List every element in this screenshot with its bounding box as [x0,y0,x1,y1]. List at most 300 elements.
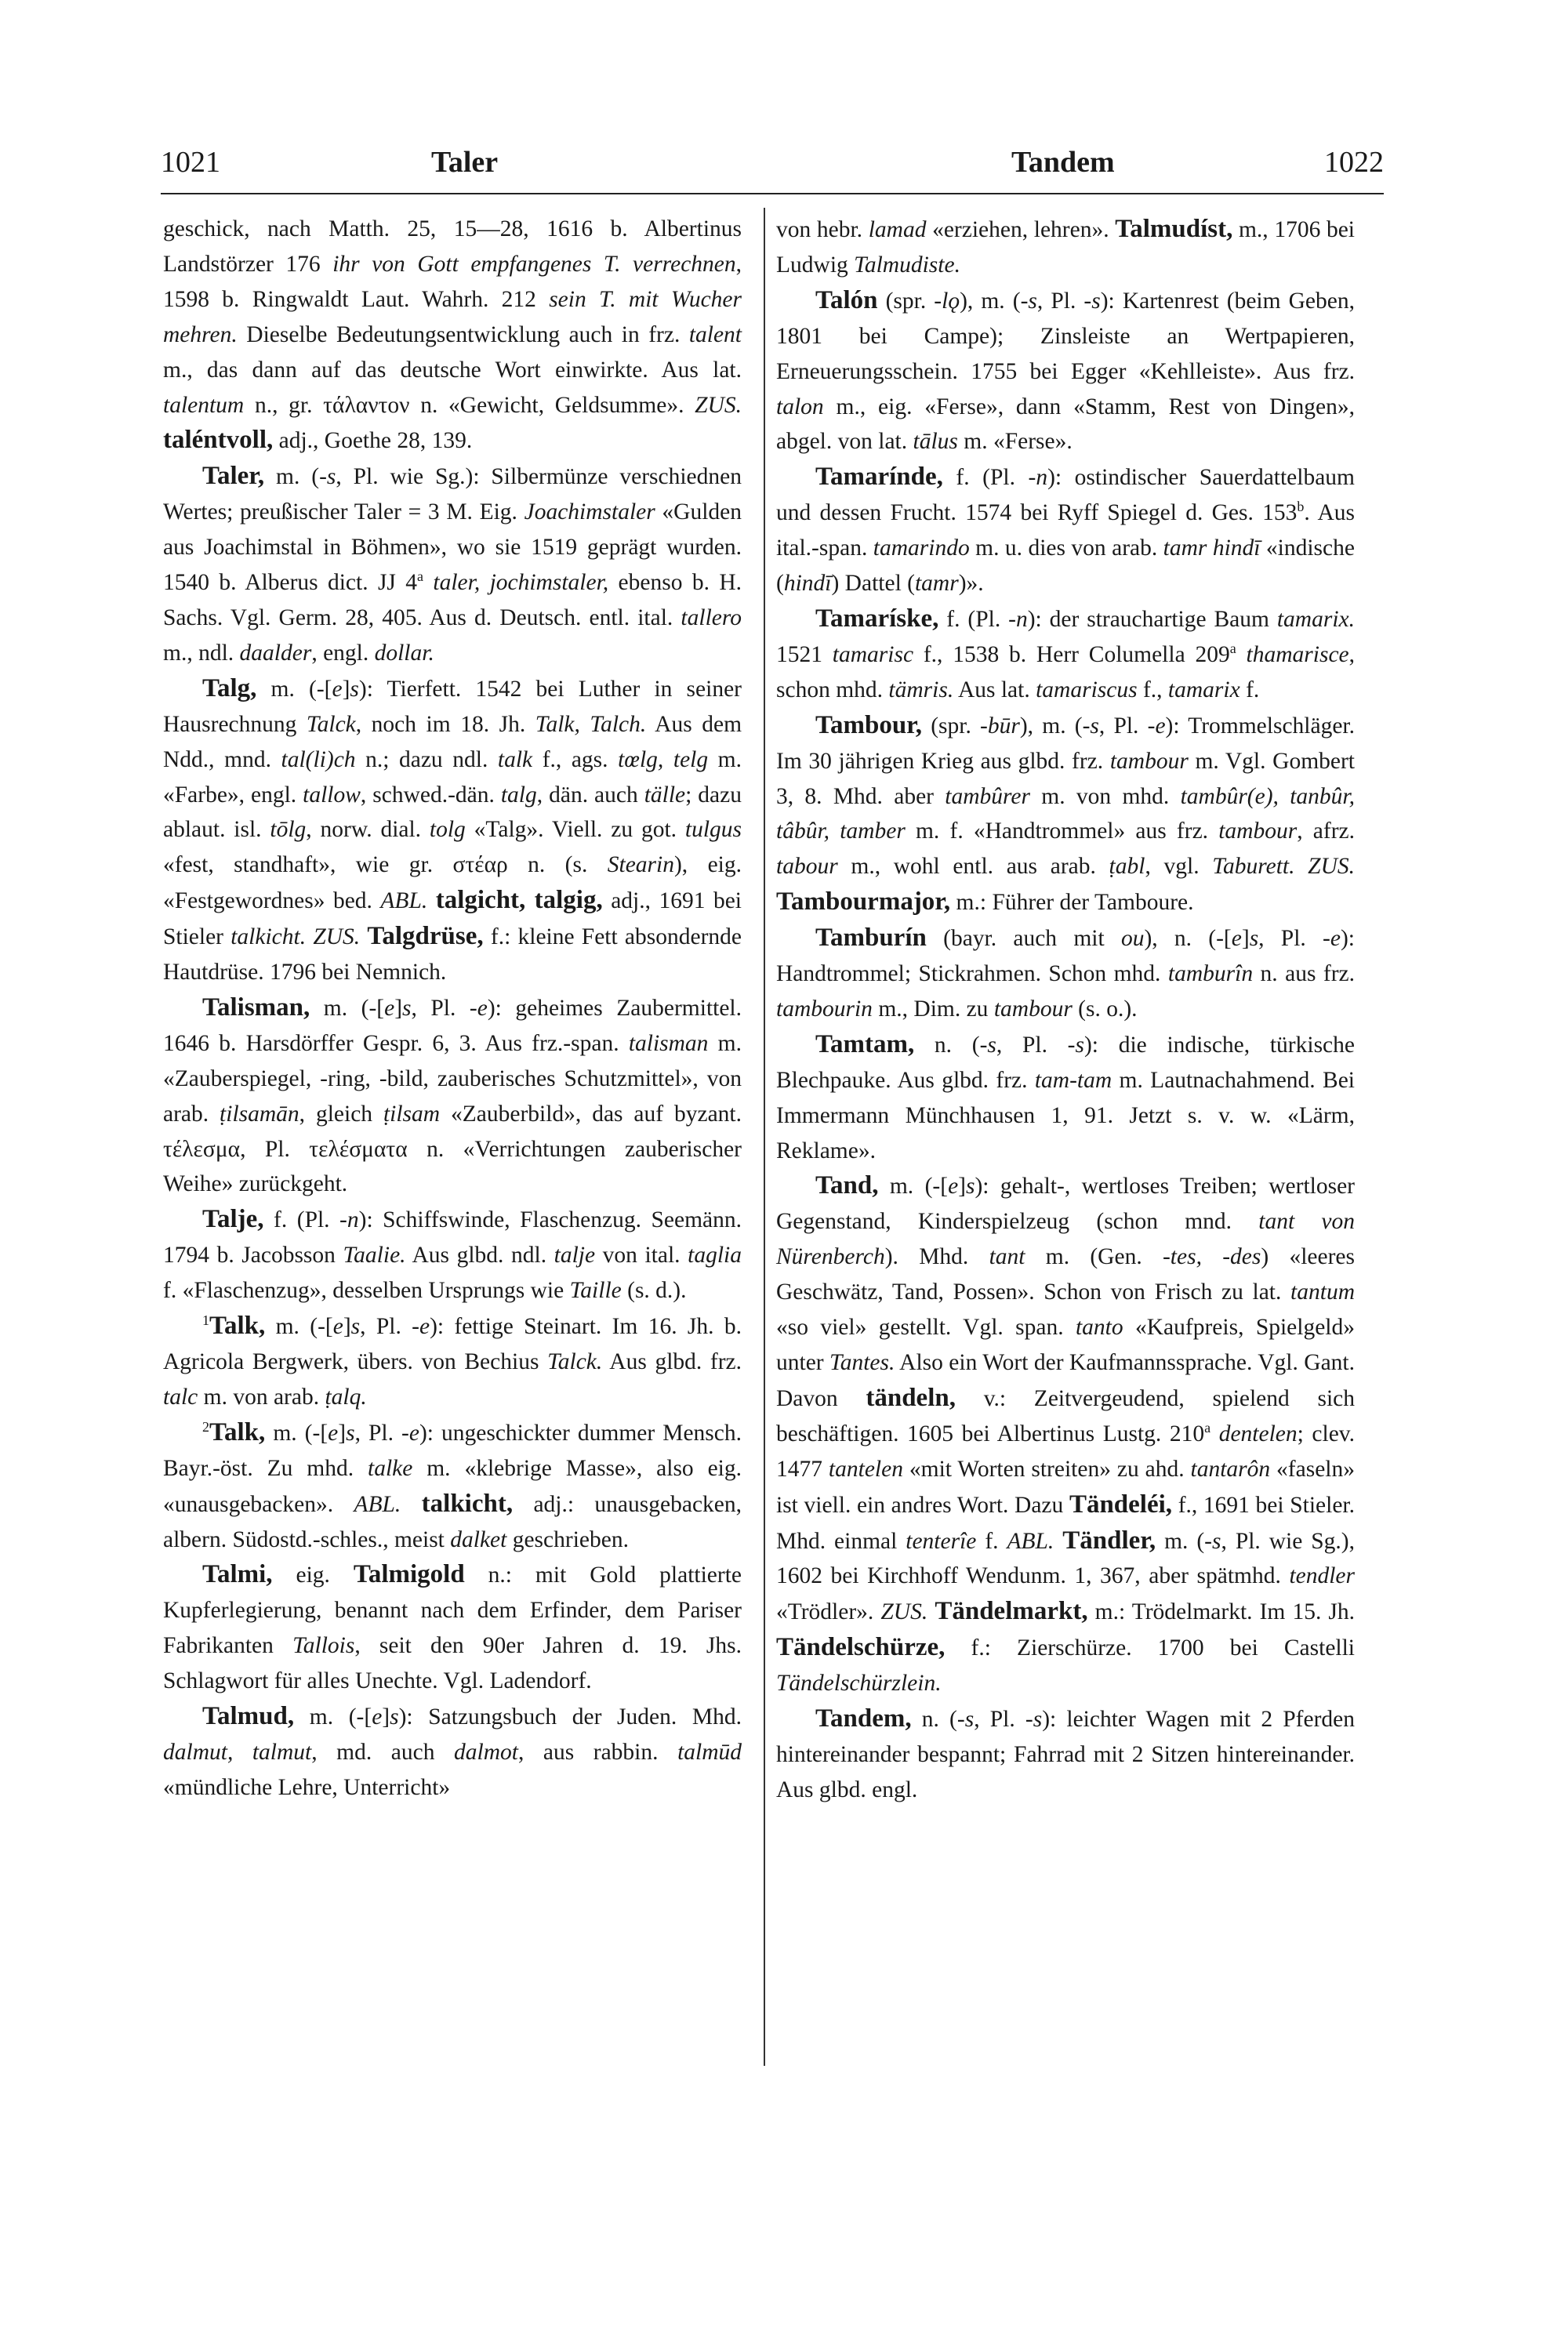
italic-text: talisman [628,1030,709,1056]
italic-text: sein T. mit Wucher mehren. [163,286,742,347]
italic-text: s [966,1174,975,1200]
italic-text: e [372,1704,383,1730]
dictionary-entry [776,1701,1355,1808]
italic-text: ṭabl [1109,854,1145,880]
entry-text: ] [382,1704,390,1730]
headword: Tamaríske, [815,604,939,633]
page-number-right: 1022 [1324,146,1384,179]
entry-text: von ital. [595,1243,688,1269]
entry-text: m., eig. «Ferse», dann «Stamm, Rest von Dingen», abgel. von lat. [776,394,1355,455]
entry-text: , engl. [311,640,375,666]
superscript: a [417,568,424,585]
entry-text [1294,854,1308,879]
entry-text: n.; dazu ndl. [355,746,498,772]
entry-text: , Pl. - [411,995,477,1021]
entry-text: m. «Zauberspiegel, -ring, -bild, zauberisches Schutzmittel», von arab. [163,1030,742,1127]
italic-text: Talck [306,711,356,737]
italic-text: s [964,1707,975,1733]
italic-text: tambour [1109,748,1189,774]
entry-text: ] [342,676,350,702]
headword: Tamtam, [815,1029,915,1058]
entry-text [1054,1529,1062,1554]
italic-text: lamad [868,217,927,242]
italic-text: Tändelschürzlein. [776,1671,942,1697]
entry-text: n. aus frz. [1253,961,1355,987]
italic-text: tolg [429,817,466,843]
entry-text: «fest, standhaft», wie gr. στέαρ n. (s. [163,852,608,878]
entry-text: )». [958,571,984,597]
entry-text: «Trödler». [776,1599,881,1625]
entry-text: , gleich [299,1101,383,1127]
italic-text: s [1028,288,1037,314]
entry-text: adj., Goethe 28, 139. [273,428,473,454]
entry-text: f., ags. [532,746,619,772]
entry-text: ): Kartenrest (beim Geben, 1801 bei Campe); Zinsleiste an Wertpapieren, Erneuerungsschein. 1755 bei Egger «Kehlleiste». Aus frz. [776,288,1355,384]
headword: taléntvoll, [163,426,274,455]
entry-text: (spr. - [922,713,988,739]
italic-text: ṭilsam [383,1101,441,1127]
italic-text: tambour [1218,818,1298,844]
entry-text: , Pl. wie Sg.), 1602 bei Kirchhoff Wendunm. 1, 367, aber spätmhd. [776,1528,1356,1589]
entry-text: , noch im 18. Jh. [355,711,535,737]
entry-text: 1521 [776,641,833,667]
entry-text: ): die indische, türkische Blechpauke. Aus glbd. frz. [776,1032,1355,1093]
entry-text: n., gr. τάλαντον n. «Gewicht, Geldsumme». [244,392,695,418]
entry-text: f. (Pl. - [938,606,1016,632]
italic-text: dalmot [454,1739,518,1765]
entry-text: , Pl. - [1098,713,1156,739]
header-rule [161,193,1384,194]
entry-text: , md. auch [311,1739,455,1765]
italic-text: ZUS. [313,924,361,950]
entry-text: «indische ( [776,535,1355,597]
italic-text: tamr hindī [1163,535,1261,561]
entry-text: m.: Trödelmarkt. Im 15. Jh. [1087,1599,1356,1625]
italic-text: ZUS. [695,392,742,418]
italic-text: n [1036,465,1048,491]
headword: Taler, [202,462,265,491]
entry-text: , norw. dial. [306,817,430,843]
italic-text: talmūd [677,1739,742,1765]
entry-text [306,924,313,949]
italic-text: tal(li)ch [281,746,356,772]
entry-text: f.: Zierschürze. 1700 bei Castelli [945,1635,1355,1661]
italic-text: tam-tam [1034,1067,1112,1093]
entry-text: «Kaufpreis, Spielgeld» unter [776,1315,1355,1375]
entry-text: «erziehen, lehren». [926,217,1116,242]
headword: Talón [815,285,878,314]
entry-text: , dän. auch [536,782,644,808]
entry-text: Also ein Wort der Kaufmannssprache. Vgl. Gant. Davon [776,1350,1355,1411]
entry-text: ): ungeschickter dummer Mensch. Bayr.-öst. Zu mhd. [163,1420,742,1481]
italic-text: ZUS. [880,1599,928,1625]
entry-text: ; clev. 1477 [776,1421,1355,1482]
italic-text: talon [776,394,824,419]
entry-text: m. von arab. [198,1384,325,1410]
entry-text: m., wohl entl. aus arab. [837,854,1109,880]
italic-text: talg [500,782,537,808]
italic-text: -tes, -des [1162,1244,1261,1270]
entry-text: ), m. (- [960,288,1029,314]
dictionary-entry [163,1557,742,1699]
entry-text: Aus lat. [953,677,1036,702]
italic-text: e [332,1314,343,1340]
entry-text: ) Dattel ( [831,571,915,597]
entry-text [423,570,433,595]
headword: Talje, [202,1205,264,1234]
italic-text: s [1091,288,1101,314]
headword: Tambourmajor, [776,887,951,916]
headword: talkicht, [421,1489,514,1518]
italic-text: tambûr(e), tanbûr, tâbûr, tamber [776,783,1355,844]
italic-text: s [326,464,336,490]
entry-text: «mündliche Lehre, Unterricht» [163,1774,451,1800]
entry-text: , Pl. - [1036,288,1092,314]
italic-text: tambourin [776,996,873,1022]
entry-text: m. Vgl. Gombert 3, 8. Mhd. aber [776,748,1356,809]
left-column [163,212,742,1806]
italic-text: e [332,676,343,702]
dictionary-entry [163,671,742,990]
entry-text [1236,642,1247,667]
italic-text: tambour [993,996,1073,1022]
italic-text: e [477,995,488,1021]
italic-text: s [987,1032,996,1058]
entry-text: , aus rabbin. [517,1739,678,1765]
entry-text: Aus glbd. ndl. [405,1243,554,1269]
italic-text: talkicht. [230,924,307,950]
headword: Tändelschürze, [776,1633,946,1662]
entry-text: , Pl. - [360,1314,419,1340]
headword: Talk, [209,1312,266,1341]
italic-text: Tantes. [829,1350,895,1375]
italic-text: tabour [776,854,838,880]
entry-text: f., [1137,677,1168,702]
italic-text: e [1155,713,1166,739]
entry-text: v.: Zeitvergeudend, spielend sich beschäftigen. 1605 bei Albertinus Lustg. 210 [776,1385,1355,1446]
italic-text: talke [368,1455,413,1481]
italic-text: Taalie. [343,1243,406,1269]
italic-text: talent [688,321,742,347]
italic-text: e [384,995,395,1021]
dictionary-entry [776,1168,1355,1701]
italic-text: talc [163,1384,198,1410]
entry-text: , schon mhd. [776,641,1355,702]
italic-text: tambûrer [945,783,1030,809]
entry-text: , Pl. - [996,1032,1076,1058]
entry-text: Dieselbe Bedeutungsentwicklung auch in frz. [237,321,689,347]
italic-text: tenterîe [906,1528,977,1554]
entry-text: «so viel» gestellt. Vgl. span. [776,1315,1076,1341]
headword: tändeln, [866,1383,956,1412]
dictionary-entry [163,459,742,670]
italic-text: e [419,1314,430,1340]
headword: Talmigold [353,1560,465,1589]
italic-text: Stearin [607,852,674,878]
superscript: a [1229,641,1236,657]
entry-text: ): Trommelschläger. Im 30 jährigen Krieg aus glbd. frz. [776,713,1355,774]
headword: Talk, [209,1417,266,1446]
entry-text: ] [1241,926,1250,952]
dictionary-entry [776,601,1355,708]
entry-text: «Gulden aus Joachimstal in Böhmen», wo sie 1519 geprägt wurden. 1540 b. Alberus dict. JJ 4 [163,499,742,596]
page-number-left: 1021 [161,146,220,179]
entry-text: , afrz. [1297,818,1355,844]
entry-text: ] [394,995,403,1021]
italic-text: s [402,995,412,1021]
italic-text: tamarisc [832,641,914,667]
italic-text: e [1231,926,1242,952]
italic-text: tälle [644,782,686,808]
italic-text: tendler [1289,1563,1355,1589]
headword: Tandem, [815,1704,912,1733]
italic-text: ihr von Gott empfangenes T. verrechnen [332,251,736,277]
entry-text: adj.: unausgebacken, albern. Südostd.-schles., meist [163,1491,742,1552]
entry-text: (s. o.). [1072,996,1138,1022]
italic-text: Taburett. [1212,854,1295,880]
entry-text: ): geheimes Zaubermittel. 1646 b. Harsdörffer Gespr. 6, 3. Aus frz.-span. [163,995,742,1056]
dictionary-entry [163,1415,742,1558]
entry-text: , Pl. - [1258,926,1330,952]
entry-text: eig. [272,1563,354,1588]
italic-text: talentum [163,392,245,418]
entry-text: f. [976,1528,1007,1554]
entry-text: geschick, nach Matth. 25, 15—28, 1616 b. Albertinus Landstörzer 176 [163,216,742,277]
entry-text: f. [1240,677,1260,702]
entry-text: , schwed.-dän. [360,782,501,808]
entry-text: f., 1538 b. Herr Columella 209 [913,641,1230,667]
entry-text: ), m. (- [1019,713,1091,739]
italic-text: tōlg [270,817,307,843]
italic-text: tamburîn [1167,961,1254,987]
entry-text: adj., 1691 bei Stieler [163,888,742,950]
dictionary-entry [776,459,1355,601]
entry-text: , Pl. - [974,1707,1033,1733]
entry-text: (spr. - [877,288,942,314]
superscript: 2 [202,1418,209,1435]
superscript: a [1204,1419,1211,1436]
entry-text: , seit den 90er Jahren d. 19. Jhs. Schlagwort für alles Unechte. Vgl. Ladendorf. [163,1633,742,1694]
italic-text: ṭalq. [325,1384,367,1410]
entry-text: f. «Flaschenzug», desselben Ursprungs wie [163,1278,570,1304]
entry-text: ): fettige Steinart. Im 16. Jh. b. Agricola Bergwerk, übers. von Bechius [163,1314,742,1374]
headword: Tamarínde, [815,463,943,492]
entry-text: f.: kleine Fett absondernde Hautdrüse. 1796 bei Nemnich. [163,924,742,985]
entry-text: «Zauberbild», das auf byzant. τέλεσμα, Pl. τελέσματα n. «Verrichtungen zauberischer Weihe» zurückgeht. [163,1101,742,1197]
entry-text: m. (-[ [265,1420,328,1446]
italic-text: s [350,1314,361,1340]
entry-text: m. (- [264,464,327,490]
dictionary-entry [776,1027,1355,1169]
italic-text: ou [1120,926,1145,952]
entry-text: m., ndl. [163,640,240,666]
dictionary-entry [776,708,1355,920]
italic-text: tœlg, telg [618,746,709,772]
entry-text: ] [338,1420,347,1446]
italic-text: tamarix [1167,677,1240,702]
entry-text: ): der strauchartige Baum [1027,606,1277,632]
entry-text: m. «Ferse». [957,429,1073,455]
entry-text: ) «leeres Geschwätz, Tand, Possen». Schon von Frisch zu lat. [776,1244,1355,1305]
dictionary-entry [163,212,742,459]
headword: Talmud, [202,1702,295,1731]
dictionary-entry [163,1699,742,1806]
italic-text: Talk, Talch. [535,711,647,737]
italic-text: tantarôn [1190,1456,1271,1482]
italic-text: tant von Nürenberch [776,1209,1355,1270]
italic-text: dalket [450,1526,507,1552]
italic-text: tulgus [684,817,742,843]
italic-text: tallow [303,782,361,808]
entry-text: f. (Pl. - [942,465,1036,491]
entry-text: ebenso b. H. Sachs. Vgl. Germ. 28, 405. Aus d. Deutsch. entl. ital. [163,570,742,630]
entry-text: geschrieben. [506,1526,629,1552]
entry-text [427,888,435,913]
entry-text: «faseln» ist viell. ein andres Wort. Dazu [776,1456,1355,1518]
entry-text: m. u. dies von arab. [969,535,1163,561]
entry-text: ): gehalt-, wertloses Treiben; wertloser Gegenstand, Kinderspielzeug (schon mnd. [776,1174,1355,1235]
entry-text: m. (-[ [256,676,332,702]
italic-text: tamarix. [1276,606,1355,632]
italic-text: Talck. [547,1349,603,1374]
italic-text: Tallois [292,1633,355,1659]
entry-text: ): leichter Wagen mit 2 Pferden hintereinander bespannt; Fahrrad mit 2 Sitzen hintereinander. Aus glbd. engl. [776,1707,1355,1802]
italic-text: daalder [239,640,312,666]
headword: Talmi, [202,1560,273,1589]
italic-text: talk [497,746,533,772]
italic-text: ABL. [1007,1528,1054,1554]
entry-text: ): ostindischer Sauerdattelbaum und dessen Frucht. 1574 bei Ryff Spiegel d. Ges. 153 [776,465,1356,526]
column-divider [764,208,765,2066]
italic-text: thamarisce [1246,641,1349,667]
entry-text: von hebr. [776,217,869,242]
italic-text: tant [989,1244,1025,1270]
dictionary-entry [776,920,1355,1027]
entry-text: m. von mhd. [1030,783,1181,809]
entry-text: m. Lautnachahmend. Bei Immermann Münchhausen 1, 91. Jetzt s. v. w. «Lärm, Reklame». [776,1067,1355,1163]
entry-text: ), eig. «Festgewordnes» bed. [163,852,742,914]
entry-text [927,1599,935,1624]
entry-text: m. «Farbe», engl. [163,746,742,808]
entry-text: , Pl. - [354,1420,409,1446]
italic-text: ṭilsamān [220,1101,299,1127]
italic-text: s [1033,1707,1043,1733]
italic-text: dalmut, talmut [163,1739,312,1765]
superscript: b [1297,499,1305,515]
italic-text: s [1075,1032,1084,1058]
dictionary-entry [163,990,742,1202]
entry-text: ): Schiffswinde, Flaschenzug. Seemänn. 1794 b. Jacobsson [163,1207,742,1269]
entry-text: ): Handtrommel; Stickrahmen. Schon mhd. [776,926,1356,987]
italic-text: talje [554,1243,596,1269]
entry-text: m. (-[ [265,1314,333,1340]
italic-text: dentelen [1218,1421,1298,1446]
entry-text: ; dazu ablaut. isl. [163,782,742,843]
dictionary-entry [776,283,1355,460]
headword: Talg, [202,673,257,702]
entry-text [1210,1421,1219,1446]
entry-text: m. f. «Handtrommel» aus frz. [905,818,1219,844]
entry-text: , vgl. [1145,854,1213,880]
italic-text: tantelen [828,1456,903,1482]
italic-text: e [948,1174,959,1200]
italic-text: būr [987,713,1020,739]
entry-text: n. (- [914,1032,988,1058]
entry-text: f., 1691 bei Stieler. Mhd. einmal [776,1492,1356,1554]
italic-text: hindī [783,571,832,597]
entry-text: m. (-[ [878,1174,949,1200]
entry-text: n.: mit Gold plattierte Kupferlegierung, benannt nach dem Erfinder, dem Pariser Fabrikanten [163,1563,742,1659]
entry-text: , Pl. wie Sg.): Silbermünze verschiednen Wertes; preußischer Taler = 3 M. Eig. [163,464,742,525]
running-head-right: Tandem [1011,146,1115,179]
headword: Tändelmarkt, [935,1597,1088,1626]
italic-text: ABL. [354,1491,401,1517]
italic-text: tallero [681,604,742,630]
italic-text: e [328,1420,339,1446]
headword: Tändeléi, [1069,1490,1173,1519]
entry-text: m., Dim. zu [872,996,994,1022]
italic-text: tamariscus [1036,677,1138,702]
entry-text: ), n. (-[ [1144,926,1232,952]
headword: Talmudíst, [1115,215,1233,243]
dictionary-entry [776,212,1355,283]
entry-text: m., 1706 bei Ludwig [776,217,1355,278]
entry-text: m., das dann auf das deutsche Wort einwirkte. Aus lat. [163,357,742,383]
page-header [161,145,1384,184]
italic-text: s [1212,1528,1221,1554]
italic-text: s [1090,713,1099,739]
superscript: 1 [202,1312,209,1329]
entry-text: m. (-[ [294,1704,372,1730]
entry-text: (s. d.). [621,1278,687,1304]
entry-text: m. «klebrige Masse», also eig. «unausgebacken». [163,1455,742,1517]
entry-text: . Aus ital.-span. [776,500,1355,561]
italic-text: tamr [914,571,959,597]
italic-text: Joachimstaler [524,499,655,525]
italic-text: tämris. [888,677,954,702]
italic-text: tālus [913,429,958,455]
headword: Talisman, [202,993,310,1022]
entry-text: Aus glbd. frz. [602,1349,742,1374]
entry-text: (bayr. auch mit [926,926,1121,952]
italic-text: s [350,676,359,702]
right-column [776,212,1355,1808]
italic-text: tamarindo [873,535,970,561]
entry-text: «Talg». Viell. zu got. [465,817,685,843]
italic-text: s [346,1420,355,1446]
italic-text: tantum [1290,1279,1355,1305]
italic-text: Taille [569,1278,622,1304]
entry-text: ). Mhd. [884,1244,989,1270]
entry-text: Aus dem Ndd., mnd. [163,711,742,772]
headword: Talgdrüse, [367,922,484,951]
entry-text: m.: Führer der Tamboure. [950,890,1194,916]
headword: Tändler, [1062,1526,1156,1555]
italic-text: ZUS. [1308,854,1355,880]
entry-text: ] [343,1314,351,1340]
italic-text: ABL. [380,888,428,914]
headword: Tamburín [815,924,927,953]
entry-text: m. (-[ [310,995,385,1021]
headword: Tand, [815,1171,879,1200]
dictionary-entry [163,1202,742,1308]
entry-text: «mit Worten streiten» zu ahd. [902,1456,1191,1482]
entry-text: ): Satzungsbuch der Juden. Mhd. [398,1704,742,1730]
entry-text: n. (- [911,1707,965,1733]
italic-text: Talmudiste. [854,252,960,278]
italic-text: s [1249,926,1259,952]
headword: Tambour, [815,710,923,739]
